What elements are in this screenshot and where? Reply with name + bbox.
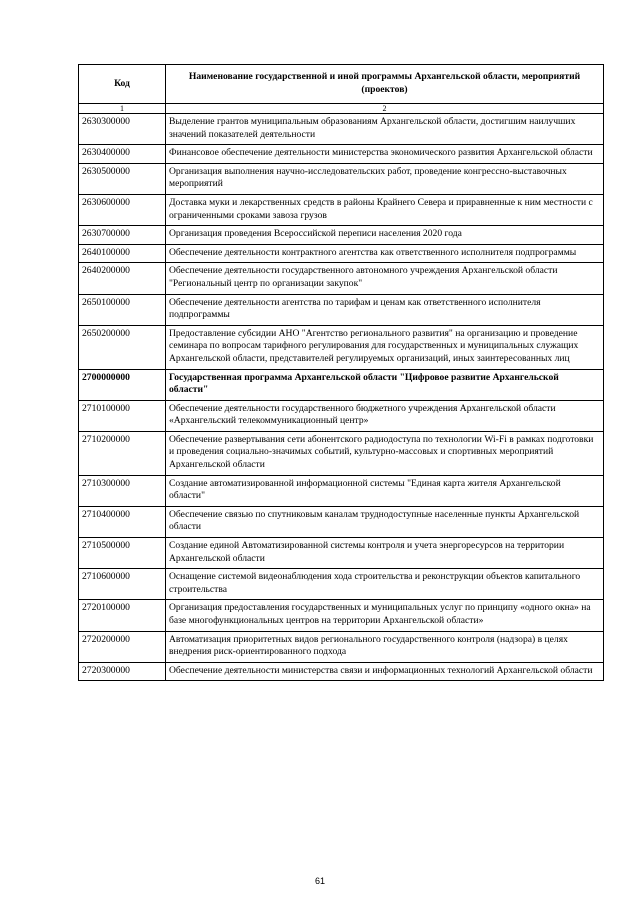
row-code: 2710400000 [79, 506, 166, 537]
table-row [79, 538, 604, 569]
row-name: Обеспечение деятельности контрактного агентства как ответственного исполнителя подпрограммы [166, 244, 604, 263]
table-row [79, 145, 604, 164]
row-code: 2720100000 [79, 600, 166, 631]
table-row [79, 600, 604, 631]
table-body [79, 104, 604, 681]
row-code: 2630600000 [79, 194, 166, 225]
row-name: Организация предоставления государственных и муниципальных услуг по принципу «одного окна» на базе многофункциональных центров на территории Архангельской области» [166, 600, 604, 631]
row-name: Обеспечение деятельности агентства по тарифам и ценам как ответственного исполнителя подпрограммы [166, 294, 604, 325]
row-name: Создание автоматизированной информационной системы "Единая карта жителя Архангельской области" [166, 475, 604, 506]
table-row [79, 114, 604, 145]
row-name: Оснащение системой видеонаблюдения хода строительства и реконструкции объектов капитального строительства [166, 569, 604, 600]
row-name: Обеспечение связью по спутниковым каналам труднодоступные населенные пункты Архангельской области [166, 506, 604, 537]
table-row [79, 631, 604, 662]
row-code: 2650200000 [79, 325, 166, 369]
table-row [79, 226, 604, 245]
table-row [79, 506, 604, 537]
header-code: Код [79, 65, 166, 104]
row-code: 2640100000 [79, 244, 166, 263]
row-name: Создание единой Автоматизированной системы контроля и учета энергоресурсов на территории Архангельской области [166, 538, 604, 569]
program-codes-table [78, 64, 604, 681]
table-row [79, 294, 604, 325]
row-code: 2640200000 [79, 263, 166, 294]
table-row [79, 325, 604, 369]
row-code: 2710600000 [79, 569, 166, 600]
table-row [79, 163, 604, 194]
row-code: 2630400000 [79, 145, 166, 164]
column-number-row [79, 104, 604, 114]
row-code: 2710100000 [79, 400, 166, 431]
table-row [79, 431, 604, 475]
row-name: Организация выполнения научно-исследовательских работ, проведение конгрессно-выставочных мероприятий [166, 163, 604, 194]
page-number: 61 [314, 876, 325, 886]
row-name: Обеспечение деятельности министерства связи и информационных технологий Архангельской области [166, 662, 604, 681]
row-name: Обеспечение деятельности государственного бюджетного учреждения Архангельской области «Архангельский телекоммуникационный центр» [166, 400, 604, 431]
row-name: Доставка муки и лекарственных средств в районы Крайнего Севера и приравненные к ним местности с ограниченными сроками завоза грузов [166, 194, 604, 225]
table-row [79, 369, 604, 400]
header-name: Наименование государственной и иной программы Архангельской области, мероприятий (проектов) [166, 65, 604, 104]
row-code: 2710500000 [79, 538, 166, 569]
row-name: Автоматизация приоритетных видов регионального государственного контроля (надзора) в целях внедрения риск-ориентированного подхода [166, 631, 604, 662]
row-name: Обеспечение развертывания сети абонентского радиодоступа по технологии Wi-Fi в рамках подготовки и проведения социально-значимых событий, культурно-массовых и спортивных мероприятий Архангельской области [166, 431, 604, 475]
table-row [79, 244, 604, 263]
row-code: 2720300000 [79, 662, 166, 681]
table-row [79, 263, 604, 294]
table-header-row [79, 65, 604, 104]
column-number-1: 1 [79, 104, 166, 114]
row-code: 2700000000 [79, 369, 166, 400]
row-name: Организация проведения Всероссийской переписи населения 2020 года [166, 226, 604, 245]
table-row [79, 194, 604, 225]
row-code: 2650100000 [79, 294, 166, 325]
table-row [79, 569, 604, 600]
table-row [79, 400, 604, 431]
column-number-2: 2 [166, 104, 604, 114]
row-code: 2630700000 [79, 226, 166, 245]
row-name: Предоставление субсидии АНО "Агентство регионального развития" на организацию и проведение семинара по вопросам тарифного регулирования для государственных и муниципальных служащих Архангельской области, представителей регулируемых организаций, иных заинтересованных лиц [166, 325, 604, 369]
row-name: Выделение грантов муниципальным образованиям Архангельской области, достигшим наилучших значений показателей деятельности [166, 114, 604, 145]
row-code: 2630300000 [79, 114, 166, 145]
row-name: Финансовое обеспечение деятельности министерства экономического развития Архангельской области [166, 145, 604, 164]
row-name: Государственная программа Архангельской области "Цифровое развитие Архангельской области" [166, 369, 604, 400]
row-name: Обеспечение деятельности государственного автономного учреждения Архангельской области "Региональный центр по организации закупок" [166, 263, 604, 294]
table-row [79, 662, 604, 681]
row-code: 2710200000 [79, 431, 166, 475]
table-row [79, 475, 604, 506]
row-code: 2630500000 [79, 163, 166, 194]
row-code: 2710300000 [79, 475, 166, 506]
row-code: 2720200000 [79, 631, 166, 662]
